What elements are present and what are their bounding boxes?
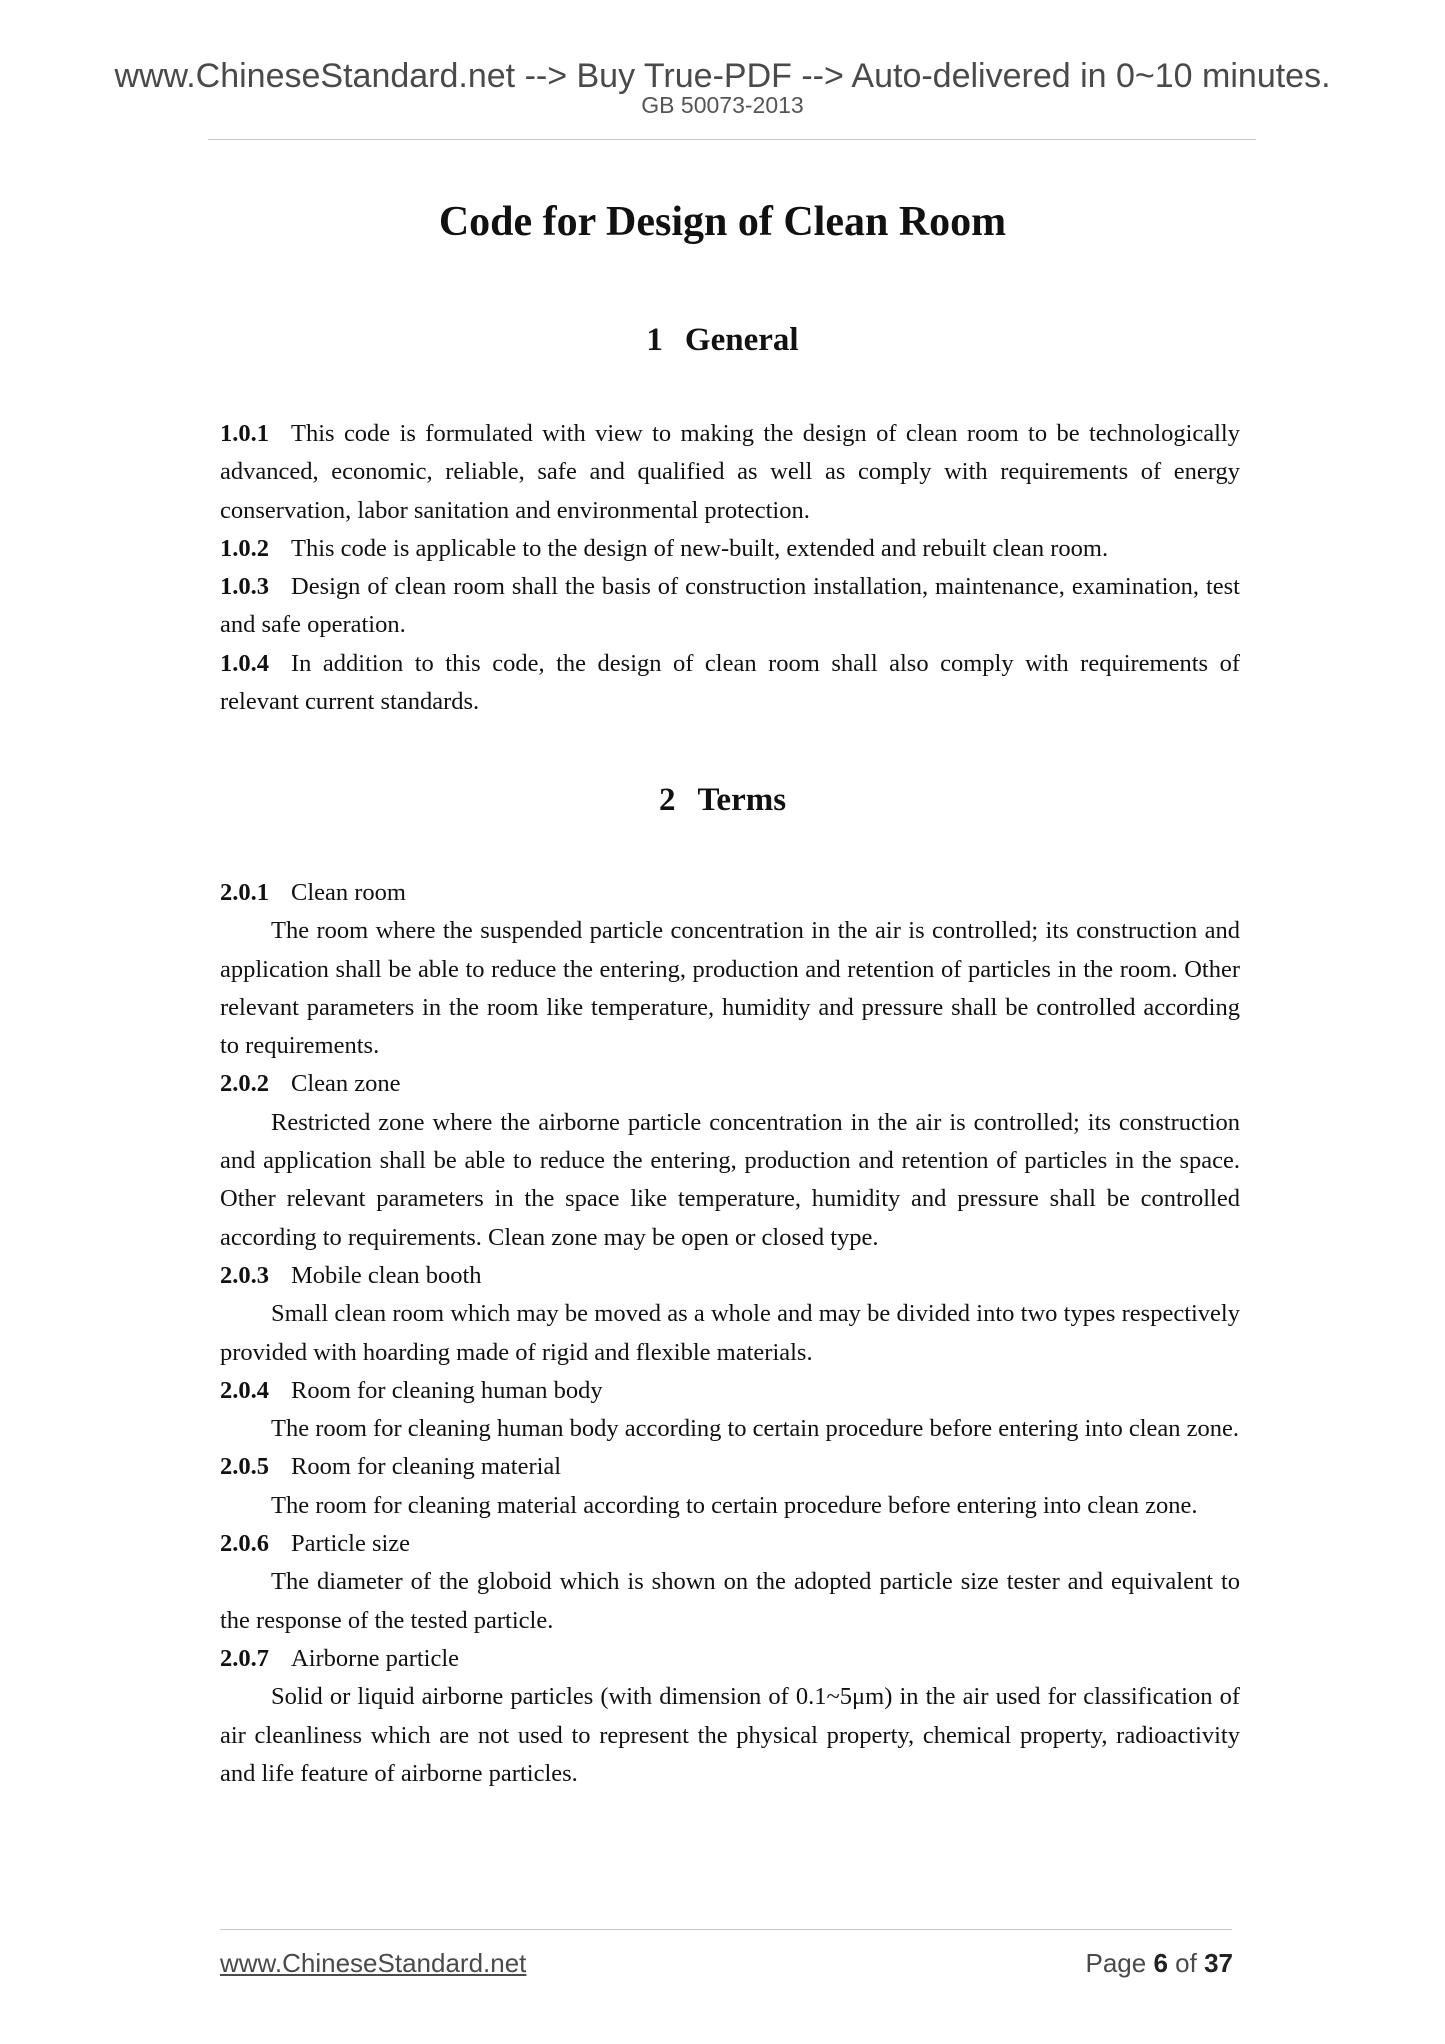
term-definition: The room where the suspended particle concentration in the air is controlled; its construction and application shall be able to reduce the entering, production and retention of particles in the room. Other relevant parameters in the room like temperature, humidity and pressure shall be controlled according to requirements. [220, 917, 1240, 1060]
header-banner: www.ChineseStandard.net --> Buy True-PDF --> Auto-delivered in 0~10 minutes. [114, 57, 1331, 95]
section-heading-terms [0, 780, 1445, 820]
term-number: 2.0.2 [220, 1070, 269, 1098]
term-definition: The room for cleaning material according to certain procedure before entering into clean zone. [271, 1491, 1198, 1519]
term-definition: Restricted zone where the airborne particle concentration in the air is controlled; its construction and application shall be able to reduce the entering, production and retention of particles in the space. Other relevant parameters in the space like temperature, humidity and pressure shall be controlled according to requirements. Clean zone may be open or closed type. [220, 1108, 1240, 1251]
section-heading-general [0, 320, 1445, 360]
footer-divider [220, 1929, 1232, 1930]
clause-number: 1.0.3 [220, 573, 269, 601]
page-indicator [1085, 1948, 1233, 1978]
term-2-0-5 [220, 1448, 1240, 1486]
section-1-body [220, 415, 1240, 721]
document-title: Code for Design of Clean Room [438, 199, 1007, 245]
clause-1-0-1 [220, 415, 1240, 530]
term-number: 2.0.4 [220, 1376, 269, 1404]
term-name: Room for cleaning material [291, 1453, 562, 1481]
term-definition: Solid or liquid airborne particles (with dimension of 0.1~5μm) in the air used for classification of air cleanliness which are not used to represent the physical property, chemical property, radioactivity and life feature of airborne particles. [220, 1683, 1240, 1787]
term-2-0-1 [220, 874, 1240, 912]
term-number: 2.0.3 [220, 1261, 269, 1289]
section-2-body [220, 874, 1240, 1793]
term-number: 2.0.1 [220, 879, 269, 906]
clause-text: This code is formulated with view to making the design of clean room to be technologically advanced, economic, reliable, safe and qualified as well as comply with requirements of energy conservation, labor sanitation and environmental protection. [220, 420, 1240, 524]
term-name: Clean room [291, 879, 406, 906]
term-2-0-4 [220, 1372, 1240, 1410]
page-of-label: of [1175, 1948, 1197, 1978]
term-definition: Small clean room which may be moved as a whole and may be divided into two types respectively provided with hoarding made of rigid and flexible materials. [220, 1300, 1240, 1366]
clause-text: This code is applicable to the design of new-built, extended and rebuilt clean room. [291, 534, 1109, 562]
term-name: Particle size [291, 1530, 411, 1558]
clause-number: 1.0.4 [220, 649, 269, 677]
term-name: Room for cleaning human body [291, 1376, 603, 1404]
page-total: 37 [1204, 1948, 1233, 1978]
term-number: 2.0.6 [220, 1530, 269, 1558]
clause-text: Design of clean room shall the basis of construction installation, maintenance, examination, test and safe operation. [220, 573, 1240, 639]
section-title: Terms [697, 782, 787, 818]
term-2-0-7 [220, 1640, 1240, 1678]
clause-1-0-2 [220, 530, 1240, 568]
clause-number: 1.0.2 [220, 534, 269, 562]
term-name: Airborne particle [291, 1644, 460, 1672]
header-divider [208, 139, 1256, 140]
term-2-0-6 [220, 1525, 1240, 1563]
section-title: General [684, 322, 799, 358]
page-current: 6 [1153, 1948, 1168, 1978]
standard-number: GB 50073-2013 [641, 92, 804, 118]
section-number: 1 [646, 322, 663, 358]
page-label: Page [1085, 1948, 1147, 1978]
term-name: Clean zone [291, 1070, 401, 1098]
term-number: 2.0.7 [220, 1644, 269, 1672]
clause-text: In addition to this code, the design of clean room shall also comply with requirements of relevant current standards. [220, 649, 1240, 716]
clause-1-0-3 [220, 568, 1240, 645]
section-number: 2 [658, 782, 676, 818]
term-definition: The diameter of the globoid which is shown on the adopted particle size tester and equivalent to the response of the tested particle. [220, 1568, 1240, 1634]
clause-1-0-4 [220, 645, 1240, 722]
clause-number: 1.0.1 [220, 420, 269, 447]
term-name: Mobile clean booth [291, 1261, 482, 1289]
term-number: 2.0.5 [220, 1453, 269, 1481]
term-2-0-3 [220, 1257, 1240, 1295]
term-definition: The room for cleaning human body according to certain procedure before entering into clean zone. [271, 1415, 1240, 1443]
term-2-0-2 [220, 1065, 1240, 1103]
footer-site-link[interactable]: www.ChineseStandard.net [220, 1948, 527, 1978]
